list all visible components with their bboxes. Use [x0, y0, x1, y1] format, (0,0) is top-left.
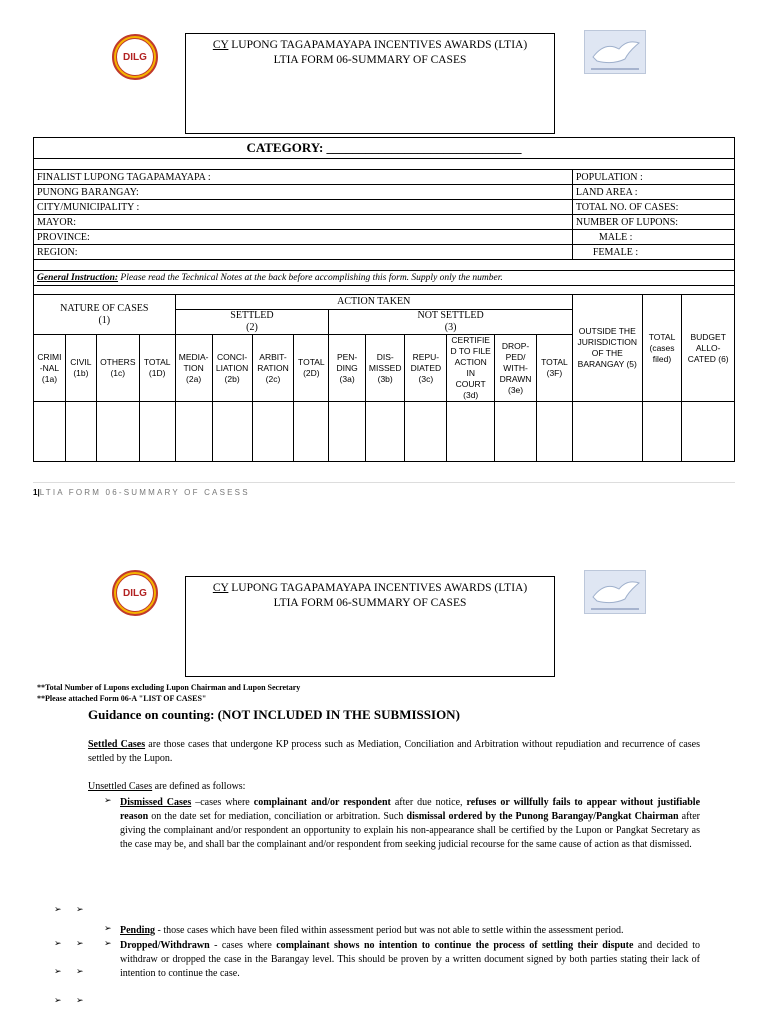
col-certified: CERTIFIE D TO FILE ACTION IN COURT (3d) [447, 335, 495, 402]
settled-header: SETTLED (2) [175, 310, 329, 335]
cell-2c[interactable] [252, 402, 294, 462]
col-arbitration: ARBIT- RATION (2c) [252, 335, 294, 402]
bullet-arrow-icon: ➢ [76, 905, 84, 915]
field-land-area[interactable]: LAND AREA : [572, 185, 734, 200]
total-filed-header: TOTAL (cases filed) [642, 295, 682, 402]
general-instruction [34, 271, 735, 286]
field-female[interactable]: FEMALE : [572, 245, 734, 260]
ltia-logo-2 [584, 570, 646, 614]
bullet-arrow-icon: ➢ [104, 939, 112, 949]
footnote-2: **Please attached Form 06-A "LIST OF CASES" [37, 694, 207, 703]
field-finalist[interactable]: FINALIST LUPONG TAGAPAMAYAPA : [34, 170, 573, 185]
footnotes [37, 682, 300, 704]
col-others: OTHERS (1c) [96, 335, 139, 402]
cell-total[interactable] [642, 402, 682, 462]
cell-1d[interactable] [139, 402, 175, 462]
bullet-arrow-icon: ➢ [104, 924, 112, 934]
instruction-label: General Instruction: [37, 273, 119, 283]
col-dismissed: DIS- MISSED (3b) [365, 335, 405, 402]
col-criminal: CRIMI -NAL (1a) [34, 335, 66, 402]
col-total-1d: TOTAL (1D) [139, 335, 175, 402]
ltia-logo [584, 30, 646, 74]
page-footer: 1|LTIA FORM 06-SUMMARY OF CASESS [33, 488, 250, 497]
bullet-arrow-icon: ➢ [76, 996, 84, 1006]
bullet-arrow-icon: ➢ [76, 939, 84, 949]
dismissed-definition: Dismissed Cases –cases where complainant and/or respondent after due notice, refuses or willfully fails to appear without justifiable reason on the date set for mediation, conciliation or arbitration. Such dismissal ordered by the Punong Barangay/Pangkat Chairman after giving the complainant and/or respondent an opportunity to explain his non-appearance shall be certified by the Lupon or Pangkat Secretary as the case may be, and shall bar the complainant and/or respondent from seeking judicial recourse for the same cause of action as that dismissed. [120, 797, 701, 850]
field-number-lupons[interactable]: NUMBER OF LUPONS: [572, 215, 734, 230]
category-field[interactable]: CATEGORY: ______________________________ [34, 138, 735, 159]
field-province[interactable]: PROVINCE: [34, 230, 573, 245]
outside-jurisdiction-header: OUTSIDE THE JURISDICTION OF THE BARANGAY (5) [572, 295, 642, 402]
dove-icon [585, 31, 645, 73]
col-conciliation: CONCI- LIATION (2b) [212, 335, 252, 402]
field-punong-barangay[interactable]: PUNONG BARANGAY: [34, 185, 573, 200]
footnote-1: **Total Number of Lupons excluding Lupon Chairman and Lupon Secretary [37, 683, 301, 692]
action-taken-header: ACTION TAKEN [175, 295, 572, 310]
dropped-definition: Dropped/Withdrawn - cases where complainant shows no intention to continue the process of settling their dispute and decided to withdraw or dropped the case in the Barangay level. This should be proven by a written document signed by both parties stating their lack of intention to continue the case. [120, 940, 701, 979]
cell-3a[interactable] [329, 402, 366, 462]
col-total-3f: TOTAL (3F) [536, 335, 572, 402]
field-mayor[interactable]: MAYOR: [34, 215, 573, 230]
budget-header: BUDGET ALLO- CATED (6) [682, 295, 735, 402]
instruction-text: Please read the Technical Notes at the back before accomplishing this form. Supply only the number. [118, 273, 503, 283]
cell-3c[interactable] [405, 402, 447, 462]
cell-6[interactable] [682, 402, 735, 462]
dilg-logo [112, 34, 158, 80]
page-footer-rule [33, 482, 735, 483]
data-entry-row [34, 402, 735, 462]
pending-definition: Pending - those cases which have been filed within assessment period but was not able to settle within the assessment period. [120, 925, 624, 936]
col-pending: PEN- DING (3a) [329, 335, 366, 402]
col-dropped: DROP- PED/ WITH- DRAWN (3e) [495, 335, 537, 402]
dove-icon-2 [585, 571, 645, 613]
bullet-arrow-icon: ➢ [54, 905, 62, 915]
cell-2a[interactable] [175, 402, 212, 462]
dilg-logo-2 [112, 570, 158, 616]
col-repudiated: REPU- DIATED (3c) [405, 335, 447, 402]
title-line1: LUPONG TAGAPAMAYAPA INCENTIVES AWARDS (LTIA) [228, 39, 528, 51]
bullet-arrow-icon: ➢ [54, 967, 62, 977]
cell-5[interactable] [572, 402, 642, 462]
title-cy: CY [212, 39, 229, 51]
nature-of-cases-header: NATURE OF CASES (1) [34, 295, 176, 335]
cell-1a[interactable] [34, 402, 66, 462]
field-population[interactable]: POPULATION : [572, 170, 734, 185]
cell-2b[interactable] [212, 402, 252, 462]
bullet-arrow-icon: ➢ [54, 939, 62, 949]
summary-form-table [33, 137, 735, 462]
dilg-logo-text-2: DILG [116, 574, 154, 612]
field-region[interactable]: REGION: [34, 245, 573, 260]
title-line2: LTIA FORM 06-SUMMARY OF CASES [273, 54, 467, 66]
unsettled-definition: Unsettled Cases are defined as follows: [88, 781, 246, 792]
form-title-box [185, 33, 555, 134]
col-total-2d: TOTAL (2D) [294, 335, 329, 402]
bullet-arrow-icon: ➢ [54, 996, 62, 1006]
cell-2d[interactable] [294, 402, 329, 462]
col-mediation: MEDIA- TION (2a) [175, 335, 212, 402]
cell-3e[interactable] [495, 402, 537, 462]
settled-definition: Settled Cases are those cases that undergone KP process such as Mediation, Conciliation and Arbitration without repudiation and recurrence of cases settled by the Lupon. [88, 739, 700, 764]
cell-3f[interactable] [536, 402, 572, 462]
cell-1b[interactable] [65, 402, 96, 462]
cell-3b[interactable] [365, 402, 405, 462]
field-male[interactable]: MALE : [572, 230, 734, 245]
guidance-heading: Guidance on counting: (NOT INCLUDED IN THE SUBMISSION) [88, 707, 460, 722]
bullet-arrow-icon: ➢ [76, 967, 84, 977]
field-total-cases[interactable]: TOTAL NO. OF CASES: [572, 200, 734, 215]
cell-3d[interactable] [447, 402, 495, 462]
cell-1c[interactable] [96, 402, 139, 462]
field-city[interactable]: CITY/MUNICIPALITY : [34, 200, 573, 215]
form-title-box-2: CY LUPONG TAGAPAMAYAPA INCENTIVES AWARDS (LTIA) LTIA FORM 06-SUMMARY OF CASES [185, 576, 555, 677]
bullet-arrow-icon: ➢ [104, 796, 112, 806]
col-civil: CIVIL (1b) [65, 335, 96, 402]
not-settled-header: NOT SETTLED (3) [329, 310, 573, 335]
dilg-logo-text: DILG [116, 38, 154, 76]
